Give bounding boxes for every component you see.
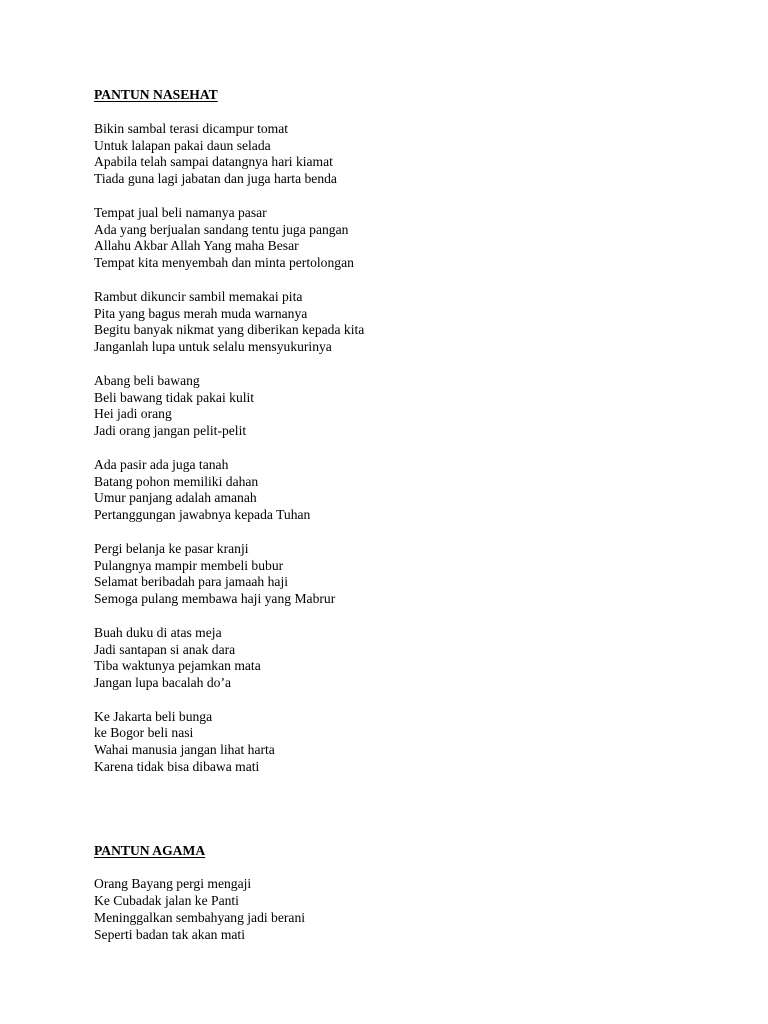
verse-line: Pita yang bagus merah muda warnanya xyxy=(94,305,308,321)
verse-line: Wahai manusia jangan lihat harta xyxy=(94,742,275,758)
verse-line: Beli bawang tidak pakai kulit xyxy=(94,389,255,405)
verse-line: ke Bogor beli nasi xyxy=(94,725,194,741)
verse-line: Bikin sambal terasi dicampur tomat xyxy=(94,120,289,136)
section-pantun-agama xyxy=(94,843,714,944)
verse-line: Tiada guna lagi jabatan dan juga harta benda xyxy=(94,171,337,187)
section-spacer xyxy=(94,793,714,843)
verse-line: Semoga pulang membawa haji yang Mabrur xyxy=(94,591,336,607)
verse-line: Janganlah lupa untuk selalu mensyukurinya xyxy=(94,339,332,355)
section-pantun-nasehat xyxy=(94,87,714,776)
stanza xyxy=(94,121,714,188)
verse-line: Jadi santapan si anak dara xyxy=(94,641,236,657)
verse-line: Ke Jakarta beli bunga xyxy=(94,708,213,724)
stanza xyxy=(94,709,714,776)
verse-line: Pertanggungan jawabnya kepada Tuhan xyxy=(94,507,311,523)
verse-line: Karena tidak bisa dibawa mati xyxy=(94,759,260,775)
verse-line: Batang pohon memiliki dahan xyxy=(94,473,259,489)
section-heading: PANTUN NASEHAT xyxy=(94,87,218,102)
section-heading: PANTUN AGAMA xyxy=(94,842,206,858)
verse-line: Selamat beribadah para jamaah haji xyxy=(94,574,288,590)
verse-line: Ada yang berjualan sandang tentu juga pangan xyxy=(94,221,349,237)
verse-line: Tiba waktunya pejamkan mata xyxy=(94,658,261,674)
verse-line: Untuk lalapan pakai daun selada xyxy=(94,137,271,153)
verse-line: Ke Cubadak jalan ke Panti xyxy=(94,893,239,909)
verse-line: Hei jadi orang xyxy=(94,406,172,422)
verse-line: Jadi orang jangan pelit-pelit xyxy=(94,423,247,439)
verse-line: Tempat kita menyembah dan minta pertolongan xyxy=(94,255,354,271)
verse-line: Meninggalkan sembahyang jadi berani xyxy=(94,910,306,926)
verse-line: Rambut dikuncir sambil memakai pita xyxy=(94,288,303,304)
document-content xyxy=(94,87,714,960)
stanza xyxy=(94,373,714,440)
stanza xyxy=(94,541,714,608)
verse-line: Ada pasir ada juga tanah xyxy=(94,456,229,472)
verse-line: Umur panjang adalah amanah xyxy=(94,490,257,506)
verse-line: Seperti badan tak akan mati xyxy=(94,926,245,942)
verse-line: Allahu Akbar Allah Yang maha Besar xyxy=(94,238,299,254)
stanza xyxy=(94,457,714,524)
verse-line: Begitu banyak nikmat yang diberikan kepada kita xyxy=(94,322,365,338)
verse-line: Abang beli bawang xyxy=(94,372,200,388)
stanza xyxy=(94,625,714,692)
verse-line: Pergi belanja ke pasar kranji xyxy=(94,540,249,556)
stanza xyxy=(94,289,714,356)
verse-line: Buah duku di atas meja xyxy=(94,624,222,640)
verse-line: Tempat jual beli namanya pasar xyxy=(94,204,267,220)
stanza xyxy=(94,876,714,943)
verse-line: Pulangnya mampir membeli bubur xyxy=(94,557,284,573)
verse-line: Apabila telah sampai datangnya hari kiamat xyxy=(94,154,333,170)
verse-line: Orang Bayang pergi mengaji xyxy=(94,876,252,892)
stanza xyxy=(94,205,714,272)
verse-line: Jangan lupa bacalah do’a xyxy=(94,675,232,691)
